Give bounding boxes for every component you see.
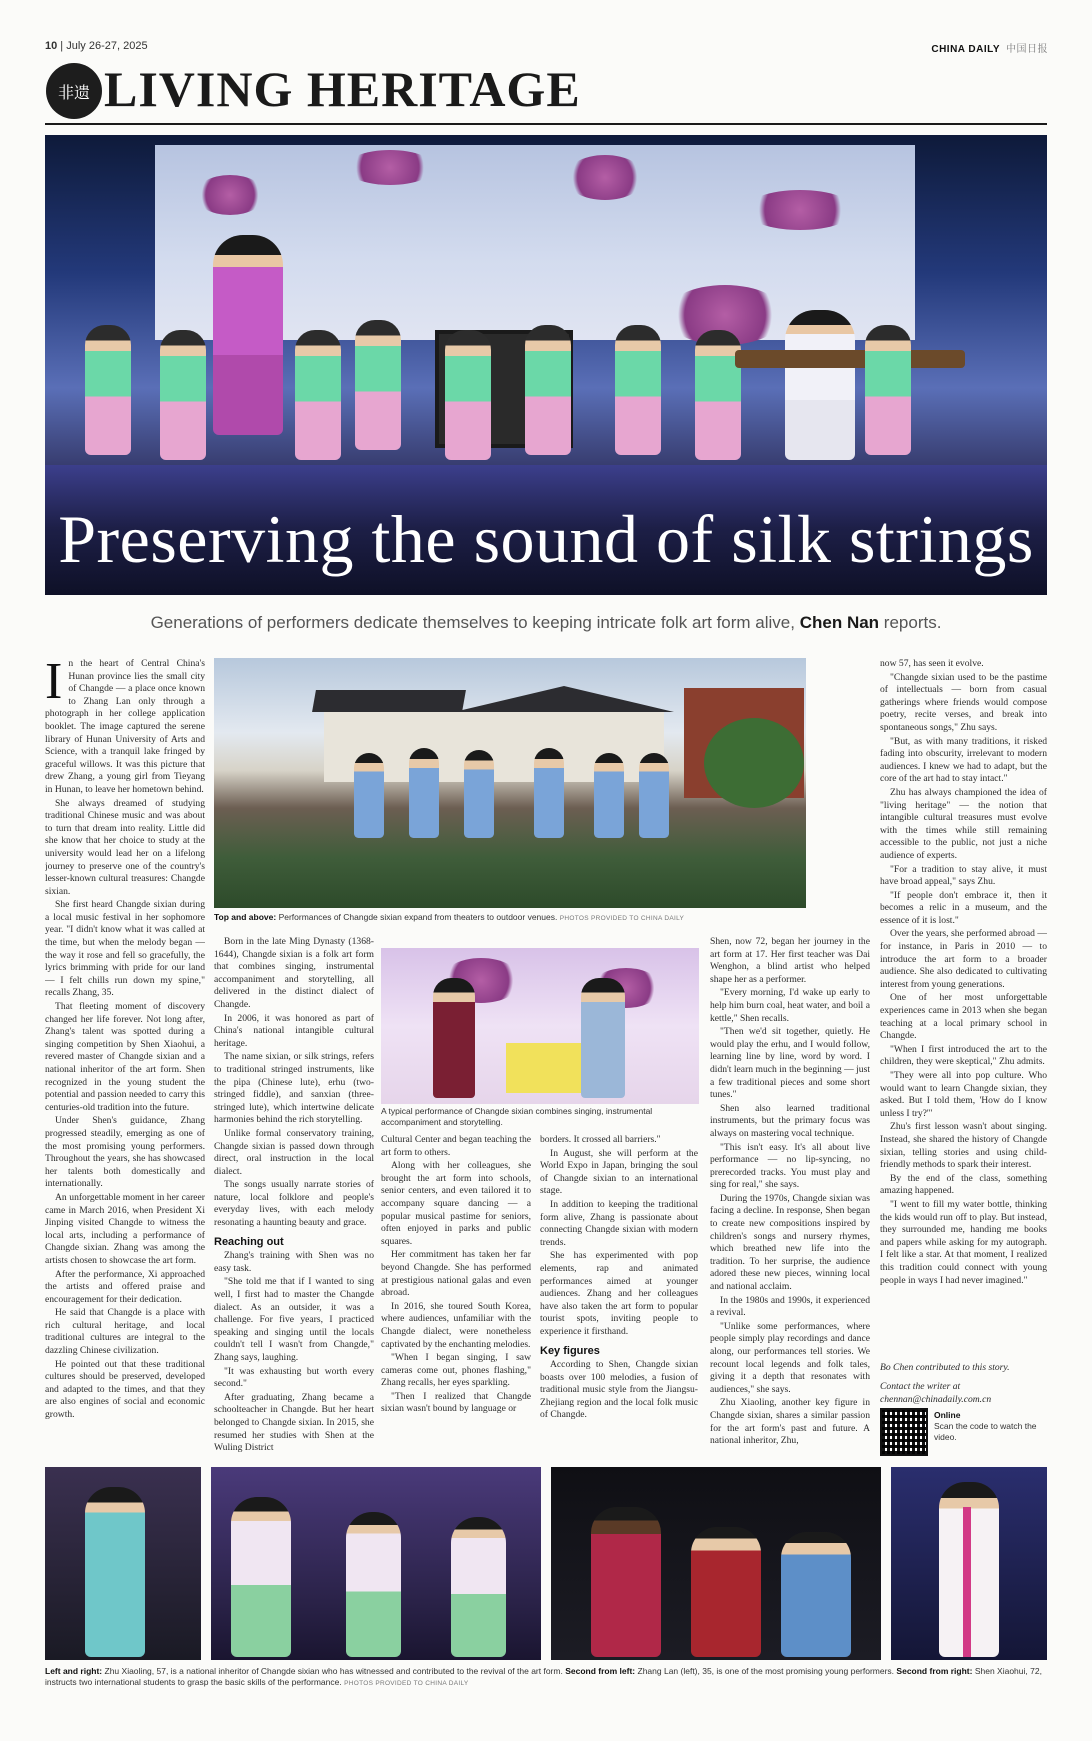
paragraph: "I went to fill my water bottle, thinking the kids would run off to play. But instead, they surrounded me, handing me books and papers while asking for my autograph. I felt like a star. At that moment, I realized this tradition could connect with young people in ways I had never imagined." — [880, 1198, 1047, 1286]
byline: Chen Nan — [799, 613, 880, 632]
paragraph: "They were all into pop culture. Who would want to learn Changde sixian, they asked. But I told them, 'How do I know unless I try?'" — [880, 1070, 1047, 1119]
paragraph: "Then we'd sit together, quietly. He would play the erhu, and I would follow, learning line by line, word by word. I didn't learn much in the beginning — just a few traditional pieces and some short tunes." — [710, 1026, 870, 1101]
paragraph: Shen also learned traditional instruments, but the primary focus was always on mastering vocal technique. — [710, 1102, 870, 1139]
qr-code[interactable] — [880, 1408, 928, 1456]
musician — [581, 978, 625, 1098]
performer — [295, 330, 341, 460]
zhang-lan-photo — [211, 1467, 541, 1660]
paragraph: The songs usually narrate stories of nature, local folklore and people's everyday lives, with each melody resonating a haunting beauty and grace. — [214, 1179, 374, 1229]
caption-lead: Top and above: — [214, 912, 277, 922]
paragraph: In addition to keeping the traditional form alive, Zhang is passionate about connecting Changde sixian with modern trends. — [540, 1198, 698, 1248]
paragraph: He said that Changde is a place with rich cultural heritage, and local traditional cultures are integral to the dazzling Chinese civilization. — [45, 1307, 205, 1357]
contact-label: Contact the writer at — [880, 1380, 961, 1392]
article-column-6 — [880, 658, 1047, 1358]
section-title: LIVING HERITAGE — [104, 61, 581, 117]
subheading-key-figures: Key figures — [540, 1344, 600, 1357]
contributor-line: Bo Chen contributed to this story. — [880, 1362, 1010, 1373]
photo-credit: PHOTOS PROVIDED TO CHINA DAILY — [344, 1680, 469, 1687]
caption-lead: Second from right: — [896, 1666, 973, 1676]
performer — [355, 320, 401, 450]
paragraph: Zhu Xiaoling, another key figure in Changde sixian, shares a similar passion for the art form's past and future. A national inheritor, Zhu, — [710, 1397, 870, 1447]
subhead-text: Generations of performers dedicate themselves to keeping intricate folk art form alive, — [150, 613, 795, 632]
photo-credit: PHOTOS PROVIDED TO CHINA DAILY — [559, 915, 685, 922]
duet-performance-photo — [381, 948, 699, 1104]
paragraph: "For a tradition to stay alive, it must have broad appeal," says Zhu. — [880, 863, 1047, 888]
caption-text: Zhu Xiaoling, 57, is a national inheritor of Changde sixian who has witnessed and contributed to the revival of the art form. — [104, 1666, 563, 1676]
paragraph: Zhu's first lesson wasn't about singing. Instead, she shared the history of Changde sixian, telling stories and using child-friendly methods to spark their interest. — [880, 1121, 1047, 1171]
performer — [695, 330, 741, 460]
drop-cap: I — [45, 658, 63, 710]
page-meta: 10 | July 26-27, 2025 — [45, 40, 148, 52]
performer — [85, 325, 131, 455]
paragraph: The name sixian, or silk strings, refers to traditional stringed instruments, like the pipa (Chinese lute), erhu (two-stringed fiddle), and sanxian (three-stringed lute), which intertwine delicate harmonies behind the rich storytelling. — [214, 1051, 374, 1126]
page-number: 10 — [45, 40, 58, 52]
paragraph: In the 1980s and 1990s, it experienced a revival. — [710, 1294, 870, 1319]
guzheng — [735, 350, 965, 368]
paper-name-en: CHINA DAILY — [931, 44, 1000, 55]
paragraph: After the performance, Xi approached the artists and offered praise and encouragement for their dedication. — [45, 1268, 205, 1305]
paragraph: He pointed out that these traditional cultures should be preserved, developed and adapted to the times, and that they are also engines of social and economic growth. — [45, 1358, 205, 1421]
paragraph: That fleeting moment of discovery changed her life forever. Not long after, Zhang's talent was spotted during a singing competition by Shen Xiaohui, a revered master of Changde sixian and a national inheritor of the art form. Shen recognized in the young student the potential and passion needed to carry this centuries-old tradition into the future. — [45, 1001, 205, 1113]
paragraph: "This isn't easy. It's all about live performance — no lip-syncing, no prerecorded tracks. You must play and sing for real," she says. — [710, 1141, 870, 1191]
paragraph: Under Shen's guidance, Zhang progressed steadily, emerging as one of the most promising young performers. Throughout the years, she has showcased her talents both domestically and internationally. — [45, 1115, 205, 1190]
issue-date: July 26-27, 2025 — [66, 40, 148, 52]
contributor-note — [880, 1362, 1047, 1408]
paragraph: She first heard Changde sixian during a local music festival in her sophomore year. "I didn't know what it was called at the time, but when the melody began — the way it rose and fell so gracefully, the lyrics brimming with pride for our land — I felt chills run down my spine," recalls Zhang, 35. — [45, 899, 205, 999]
shen-xiaohui-photo — [551, 1467, 881, 1660]
paragraph: Unlike formal conservatory training, Changde sixian is passed down through direct, oral instruction in the local dialect. — [214, 1127, 374, 1177]
paper-name — [931, 40, 1048, 55]
article-column-1 — [45, 658, 205, 1458]
paragraph: "Changde sixian used to be the pastime of intellectuals — born from casual gatherings where friends would compose poetry, recite verses, and break into spontaneous songs," Zhu says. — [880, 671, 1047, 733]
paragraph: Cultural Center and began teaching the art form to others. — [381, 1134, 531, 1158]
online-title: Online — [934, 1410, 961, 1420]
performer — [615, 325, 661, 455]
paragraph: An unforgettable moment in her career came in March 2016, when President Xi Jinping visited Changde to witness the local arts, including a performance of Changde sixian. Zhang was among the artists chosen to showcase the art form. — [45, 1191, 205, 1266]
paragraph: "Every morning, I'd wake up early to help him burn coal, heat water, and boil a kettle," Shen recalls. — [710, 987, 870, 1024]
paragraph: Zhang's training with Shen was no easy task. — [214, 1250, 374, 1274]
article-column-2 — [214, 936, 374, 1458]
guzheng-performer — [785, 310, 855, 460]
paragraph: In 2016, she toured South Korea, where audiences, unfamiliar with the Changde dialect, were nonetheless captivated by the enchanting melodies. — [381, 1300, 531, 1350]
article-column-3 — [381, 1134, 531, 1458]
headline: Preserving the sound of silk strings — [58, 501, 1034, 577]
paragraph: borders. It crossed all barriers." — [540, 1134, 661, 1145]
paragraph: After graduating, Zhang became a schoolteacher in Changde. But her heart belonged to Changde sixian. In 2015, she resumed her studies with Shen at the Wuling District — [214, 1391, 374, 1454]
lead-performer — [213, 235, 283, 435]
performer — [445, 330, 491, 460]
online-text: Scan the code to watch the video. — [934, 1421, 1037, 1442]
paragraph: One of her most unforgettable experiences came in 2013 when she began teaching at a local primary school in Changde. — [880, 992, 1047, 1042]
caption-bottom — [45, 1666, 1047, 1689]
paragraph: n the heart of Central China's Hunan province lies the small city of Changde — a place once known to Zhang Lan only through a photograph in her college application booklet. The image captured the serene library of Hunan University of Arts and Science, with a tranquil lake fringed by graceful willows. It was this picture that drew Zhang, a young girl from Tieyang in Hunan, to leave her hometown behind. — [45, 658, 205, 795]
caption-mid: A typical performance of Changde sixian combines singing, instrumental accompaniment and storytelling. — [381, 1106, 653, 1127]
performer — [865, 325, 911, 455]
subheading-reaching-out: Reaching out — [214, 1235, 284, 1248]
paragraph: "Then I realized that Changde sixian wasn't bound by language or — [381, 1390, 531, 1415]
paragraph: Shen, now 72, began her journey in the art form at 17. Her first teacher was Dai Wenghon, a blind artist who helped shape her as a performer. — [710, 936, 870, 985]
paragraph: Over the years, she performed abroad — for instance, in Paris in 2010 — to introduce the art form to a broader audience. She also dedicated to cultivating interest from young generations. — [880, 928, 1047, 990]
outdoor-performance-photo — [214, 658, 806, 908]
paragraph: now 57, has seen it evolve. — [880, 658, 984, 669]
paragraph: "When I began singing, I saw cameras come out, phones flashing," Zhang recalls, her eyes sparkling. — [381, 1352, 531, 1389]
paragraph: Born in the late Ming Dynasty (1368-1644), Changde sixian is a folk art form that combines singing, instrumental accompaniment and storytelling, all delivered in the distinct dialect of Changde. — [214, 936, 374, 1010]
zhu-xiaoling-photo — [45, 1467, 201, 1660]
paragraph: "It was exhausting but worth every second." — [214, 1365, 374, 1390]
paragraph: "But, as with many traditions, it risked fading into obscurity, irrelevant to modern audiences. I knew we had to adapt, but the core of the art had to stay intact." — [880, 735, 1047, 785]
caption-top — [214, 912, 806, 924]
article-column-5 — [710, 936, 870, 1458]
paragraph: Along with her colleagues, she brought the art form into schools, senior centers, and even tailored it to accompany square dancing — a popular musical pastime for seniors, often enjoyed in parks and public squares. — [381, 1160, 531, 1247]
caption-text: Zhang Lan (left), 35, is one of the most promising young performers. — [637, 1666, 895, 1676]
zhu-xiaoling-photo-right — [891, 1467, 1047, 1660]
subhead-end: reports. — [883, 613, 942, 632]
paragraph: She always dreamed of studying traditional Chinese music and was about to turn that dream into reality. Little did she know that her choice to study at the university would lead her on a lifelong journey to preserve one of the country's lesser-known cultural treasures: Changde sixian. — [45, 797, 205, 897]
paragraph: Zhu has always championed the idea of "living heritage" — the notion that intangible cultural treasures must evolve with the times while still remaining accessible to the public, not just a niche audience of experts. — [880, 786, 1047, 861]
heritage-seal-logo: 非遗 — [46, 63, 102, 119]
caption-text: Shen Xiaohui, 72, instructs two international students to grasp the basic skills of the performance. — [45, 1666, 1042, 1687]
online-box — [934, 1410, 1044, 1443]
caption-lead: Left and right: — [45, 1666, 103, 1676]
paper-name-cn: 中国日报 — [1006, 44, 1048, 55]
contact-email[interactable]: chennan@chinadaily.com.cn — [880, 1394, 992, 1406]
caption-text: Performances of Changde sixian expand from theaters to outdoor venues. — [278, 912, 558, 922]
header-rule — [45, 123, 1047, 125]
paragraph: By the end of the class, something amazing happened. — [880, 1172, 1047, 1197]
paragraph: She has experimented with pop elements, rap and animated performances aimed at younger audiences. Zhang and her colleagues have also taken the art form to popular tourist spots, inviting people to experience it firsthand. — [540, 1250, 698, 1337]
paragraph: During the 1970s, Changde sixian was facing a decline. In response, Shen began to create new compositions inspired by children's songs and nursery rhymes, which breathed new life into the tradition. To her surprise, the audience adored these new pieces, winning local and national acclaim. — [710, 1192, 870, 1293]
paragraph: According to Shen, Changde sixian boasts over 100 melodies, a fusion of traditional music style from the Jiangsu-Zhejiang region and the local folk music of Changde. — [540, 1359, 698, 1421]
caption-lead: Second from left: — [565, 1666, 636, 1676]
performer — [525, 325, 571, 455]
paragraph: In 2006, it was honored as part of China's national intangible cultural heritage. — [214, 1012, 374, 1049]
article-column-4 — [540, 1134, 698, 1458]
paragraph: "She told me that if I wanted to sing well, I first had to master the Changde dialect. As an outsider, it was a challenge. For five years, I practiced speaking and singing until the locals couldn't tell I wasn't from Changde," Zhang says, laughing. — [214, 1276, 374, 1363]
singer — [433, 978, 475, 1098]
paragraph: Her commitment has taken her far beyond Changde. She has performed at prestigious national galas and even abroad. — [381, 1249, 531, 1299]
performer — [160, 330, 206, 460]
paragraph: "Unlike some performances, where people simply play recordings and dance along, our performances tell stories. We recount local legends and folk tales, giving it a depth that resonates with audiences," she says. — [710, 1320, 870, 1395]
subhead — [45, 613, 1047, 633]
paragraph: In August, she will perform at the World Expo in Japan, bringing the soul of Changde sixian to an international stage. — [540, 1147, 698, 1197]
paragraph: "If people don't embrace it, then it becomes a relic in a museum, and the essence of it is lost." — [880, 889, 1047, 926]
paragraph: "When I first introduced the art to the children, they were skeptical," Zhu admits. — [880, 1043, 1047, 1068]
